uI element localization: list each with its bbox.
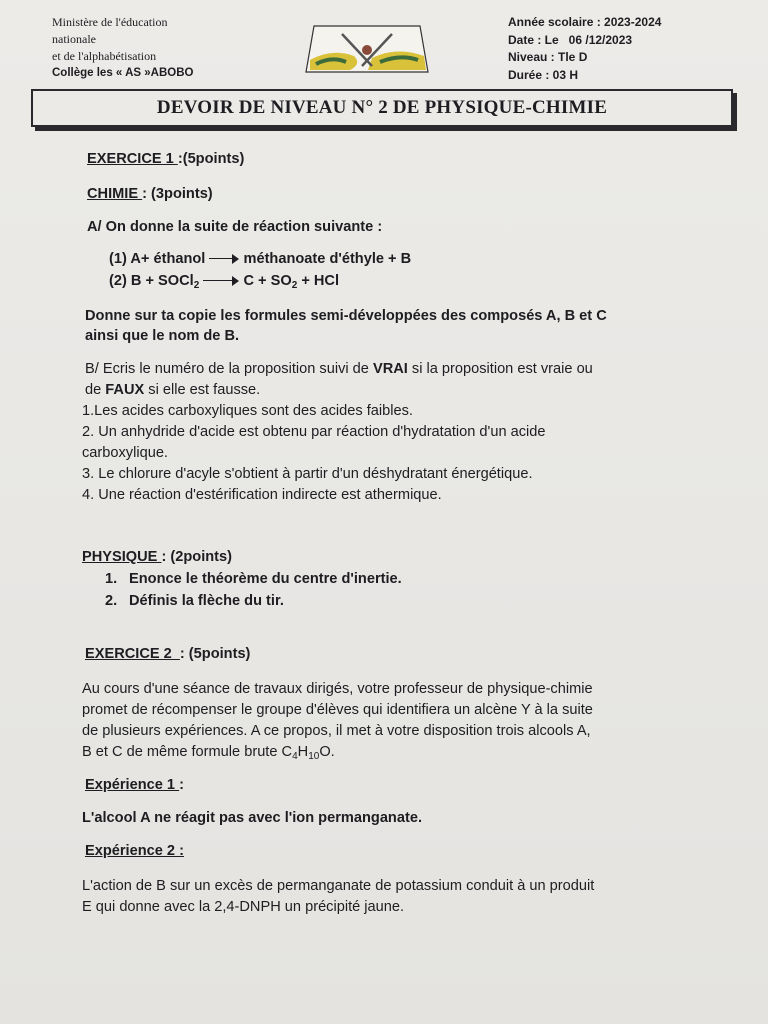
formula-text-h: H	[297, 744, 309, 760]
reaction-2-products-end: + HCl	[297, 273, 340, 289]
ministry-header	[52, 14, 193, 82]
question-number: 1.	[105, 571, 118, 587]
chimie-title: CHIMIE	[87, 186, 143, 202]
part-a-intro: A/ On donne la suite de réaction suivante :	[87, 219, 383, 235]
ministry-line-2: nationale	[52, 32, 96, 46]
physique-title: PHYSIQUE	[82, 549, 162, 565]
physique-heading	[82, 549, 232, 565]
formula-subscript: 10	[308, 751, 320, 762]
reaction-2-subscript: 2	[193, 280, 200, 291]
physique-questions	[105, 568, 402, 612]
reaction-1	[109, 251, 411, 267]
exercise-2-intro-line-2: promet de récompenser le groupe d'élèves qui identifiera un alcène Y à la suite	[82, 702, 593, 718]
class-level: Niveau : Tle D	[508, 50, 588, 64]
part-b-text: B/ Ecris le numéro de la proposition suivi de	[85, 361, 373, 377]
school-year: Année scolaire : 2023-2024	[508, 15, 662, 29]
proposition-2-line-1: 2. Un anhydride d'acide est obtenu par réaction d'hydratation d'un acide	[82, 424, 546, 440]
proposition-4: 4. Une réaction d'estérification indirecte est athermique.	[82, 487, 442, 503]
reaction-2-reactants: (2) B + SOCl	[109, 273, 194, 289]
exam-title-box	[31, 89, 733, 127]
experience-1-heading	[85, 777, 184, 793]
exercise-2-intro-line-1: Au cours d'une séance de travaux dirigés, votre professeur de physique-chimie	[82, 681, 593, 697]
question-a-line-1: Donne sur ta copie les formules semi-développées des composés A, B et C	[85, 308, 607, 324]
reaction-arrow-icon	[203, 276, 239, 286]
question-text: Enonce le théorème du centre d'inertie.	[129, 571, 402, 587]
experience-1-text: L'alcool A ne réagit pas avec l'ion permanganate.	[82, 810, 422, 826]
exam-date: Date : Le 06 /12/2023	[508, 32, 633, 47]
part-b-text-2: de	[85, 382, 106, 398]
chimie-heading	[87, 186, 213, 202]
question-text: Définis la flèche du tir.	[129, 593, 284, 609]
reaction-2-products: C + SO	[243, 273, 292, 289]
reaction-arrow-icon	[209, 254, 239, 264]
reaction-2-product-subscript: 2	[291, 280, 298, 291]
ministry-line-3: et de l'alphabétisation	[52, 49, 157, 63]
exam-title: DEVOIR DE NIVEAU N° 2 DE PHYSIQUE-CHIMIE	[156, 97, 608, 118]
exercise-2-points: : (5points)	[179, 646, 251, 662]
part-b-text-end: si la proposition est vraie ou	[407, 361, 593, 377]
exercise-1-points: :(5points)	[177, 151, 245, 167]
physique-question	[105, 568, 402, 590]
exercise-1-title: EXERCICE 1	[87, 151, 178, 167]
formula-text: B et C de même formule brute C	[82, 744, 293, 760]
reaction-1-products: méthanoate d'éthyle + B	[243, 251, 412, 267]
school-logo	[302, 20, 432, 78]
exercise-1-heading	[87, 151, 244, 167]
ministry-line-1: Ministère de l'éducation	[52, 15, 168, 29]
physique-question	[105, 590, 402, 612]
formula-subscript: 4	[292, 751, 298, 762]
vrai-keyword: VRAI	[372, 361, 408, 377]
exercise-2-heading	[85, 646, 250, 662]
exam-info-header	[508, 14, 661, 84]
faux-keyword: FAUX	[105, 382, 145, 398]
exercise-2-title: EXERCICE 2	[85, 646, 180, 662]
reaction-1-reactants: (1) A+ éthanol	[109, 251, 206, 267]
exercise-2-intro-line-4	[82, 744, 335, 762]
reaction-2	[109, 273, 339, 291]
formula-text-end: O.	[319, 744, 335, 760]
proposition-2-line-2: carboxylique.	[82, 445, 168, 461]
chimie-points: : (3points)	[142, 186, 213, 202]
proposition-3: 3. Le chlorure d'acyle s'obtient à partir d'un déshydratant énergétique.	[82, 466, 533, 482]
experience-1-colon: :	[179, 777, 184, 793]
part-b-line-2	[85, 382, 260, 398]
physique-points: : (2points)	[161, 549, 233, 565]
exam-duration: Durée : 03 H	[508, 67, 579, 82]
question-a-line-2: ainsi que le nom de B.	[85, 328, 240, 344]
part-b-text-2-end: si elle est fausse.	[144, 382, 261, 398]
experience-2-line-2: E qui donne avec la 2,4-DNPH un précipité jaune.	[82, 899, 405, 915]
experience-2-line-1: L'action de B sur un excès de permanganate de potassium conduit à un produit	[82, 878, 595, 894]
proposition-1: 1.Les acides carboxyliques sont des acides faibles.	[82, 403, 413, 419]
part-b-line-1	[85, 361, 593, 377]
school-name: Collège les « AS »ABOBO	[52, 67, 194, 79]
exercise-2-intro-line-3: de plusieurs expériences. A ce propos, il met à votre disposition trois alcools A,	[82, 723, 591, 739]
experience-2-heading: Expérience 2 :	[85, 843, 184, 859]
experience-1-title: Expérience 1	[85, 777, 180, 793]
question-number: 2.	[105, 593, 118, 609]
